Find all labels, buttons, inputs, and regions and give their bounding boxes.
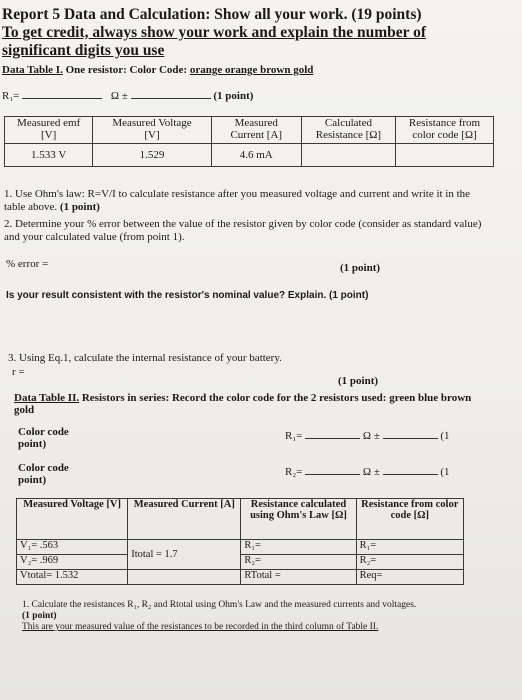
t1-cell-color-resistance[interactable] [396,144,494,167]
color-code-r2-label: Color code point) [18,462,69,486]
r-points: (1 point) [338,375,379,387]
question-2: 2. Determine your % error between the value of the resistor given by color code (consider as standard value) and your calculated value (from point 1). [4,218,482,243]
table1-caption-prefix: Data Table I. [2,64,63,76]
calc-note: This are your measured value of the resistances to be recorded in the third column of Table II. [22,622,379,632]
t2-cell-color-r1[interactable]: R₁= [356,540,463,555]
t1-header-emf: Measured emf [V] [5,117,93,144]
table2-caption [14,392,474,416]
t2-cell-rtotal[interactable]: RTotal = [241,570,356,585]
percent-error-points: (1 point) [340,262,381,274]
percent-error-label: % error = [6,258,49,270]
consistency-question: Is your result consistent with the resistor's nominal value? Explain. (1 point) [6,290,369,301]
t1-cell-calc-resistance[interactable] [301,144,395,167]
table2-caption-prefix: Data Table II. [14,392,80,404]
calc-points: (1 point) [22,611,57,621]
calc-instruction [22,600,492,633]
question-1 [4,188,484,214]
t2-cell-color-req[interactable]: Req= [356,570,463,585]
title-line-1: Report 5 Data and Calculation: Show all your work. (19 points) [2,6,422,23]
r1-points: (1 point) [213,90,254,102]
t2-cell-r2[interactable]: R₂= [241,555,356,570]
ohm-pm: Ω ± [110,90,128,102]
t2-header-current: Measured Current [A] [128,499,241,540]
t2-cell-vtotal[interactable]: Vtotal= 1.532 [17,570,128,585]
r-label: r = [12,366,25,378]
t2-r2-label: R₂= [285,466,303,478]
data-table-1 [4,116,494,167]
t2-cell-color-r2[interactable]: R₂= [356,555,463,570]
t1-header-color-resistance: Resistance from color code [Ω] [396,117,494,144]
title-line-3: significant digits you use [2,42,165,59]
t2-cell-v2[interactable]: V₂= .969 [17,555,128,570]
t1-cell-current[interactable]: 4.6 mA [211,144,301,167]
r1-answer-line [2,90,302,102]
t2-header-color: Resistance from color code [Ω] [356,499,463,540]
t1-cell-emf[interactable]: 1.533 V [5,144,93,167]
t1-header-current: Measured Current [A] [211,117,301,144]
table1-caption [2,64,313,76]
t2-header-calc: Resistance calculated using Ohm's Law [Ω] [241,499,356,540]
table2-caption-text: Resistors in series: Record the color code for the 2 resistors used: green blue brown gold [14,392,472,416]
r1-label: R₁= [2,90,20,102]
calc-text: 1. Calculate the resistances R₁, R₂ and Rtotal using Ohm's Law and the measured currents and voltages. [22,600,417,610]
t1-header-voltage: Measured Voltage [V] [93,117,211,144]
t2-r1-points: (1 [440,430,450,442]
t1-cell-voltage[interactable]: 1.529 [93,144,211,167]
t2-cell-itotal[interactable]: Itotal = 1.7 [128,540,241,570]
color-code-r1-label: Color code point) [18,426,69,450]
table1-color-code: orange orange brown gold [189,64,314,76]
table1-caption-text: One resistor: Color Code: [62,64,190,76]
t2-header-voltage: Measured Voltage [V] [17,499,128,540]
t2-r2-points: (1 [440,466,450,478]
r2-color-line [285,466,450,478]
r1-color-line [285,430,450,442]
t2-r2-ohm: Ω ± [362,466,380,478]
t2-cell-r1[interactable]: R₁= [241,540,356,555]
data-table-2 [16,498,464,585]
title-line-2: To get credit, always show your work and explain the number of [2,24,426,41]
t2-cell-v1[interactable]: V₁= .563 [17,540,128,555]
report-title [2,6,426,60]
q1-points: (1 point) [57,201,100,213]
t2-r1-ohm: Ω ± [362,430,380,442]
t2-r1-label: R₁= [285,430,303,442]
q1-text: 1. Use Ohm's law: R=V/I to calculate resistance after you measured voltage and current and write it in the table above. [4,188,471,213]
question-3: 3. Using Eq.1, calculate the internal resistance of your battery. [8,352,282,364]
t1-header-calc-resistance: Calculated Resistance [Ω] [301,117,395,144]
t2-cell-empty [128,570,241,585]
